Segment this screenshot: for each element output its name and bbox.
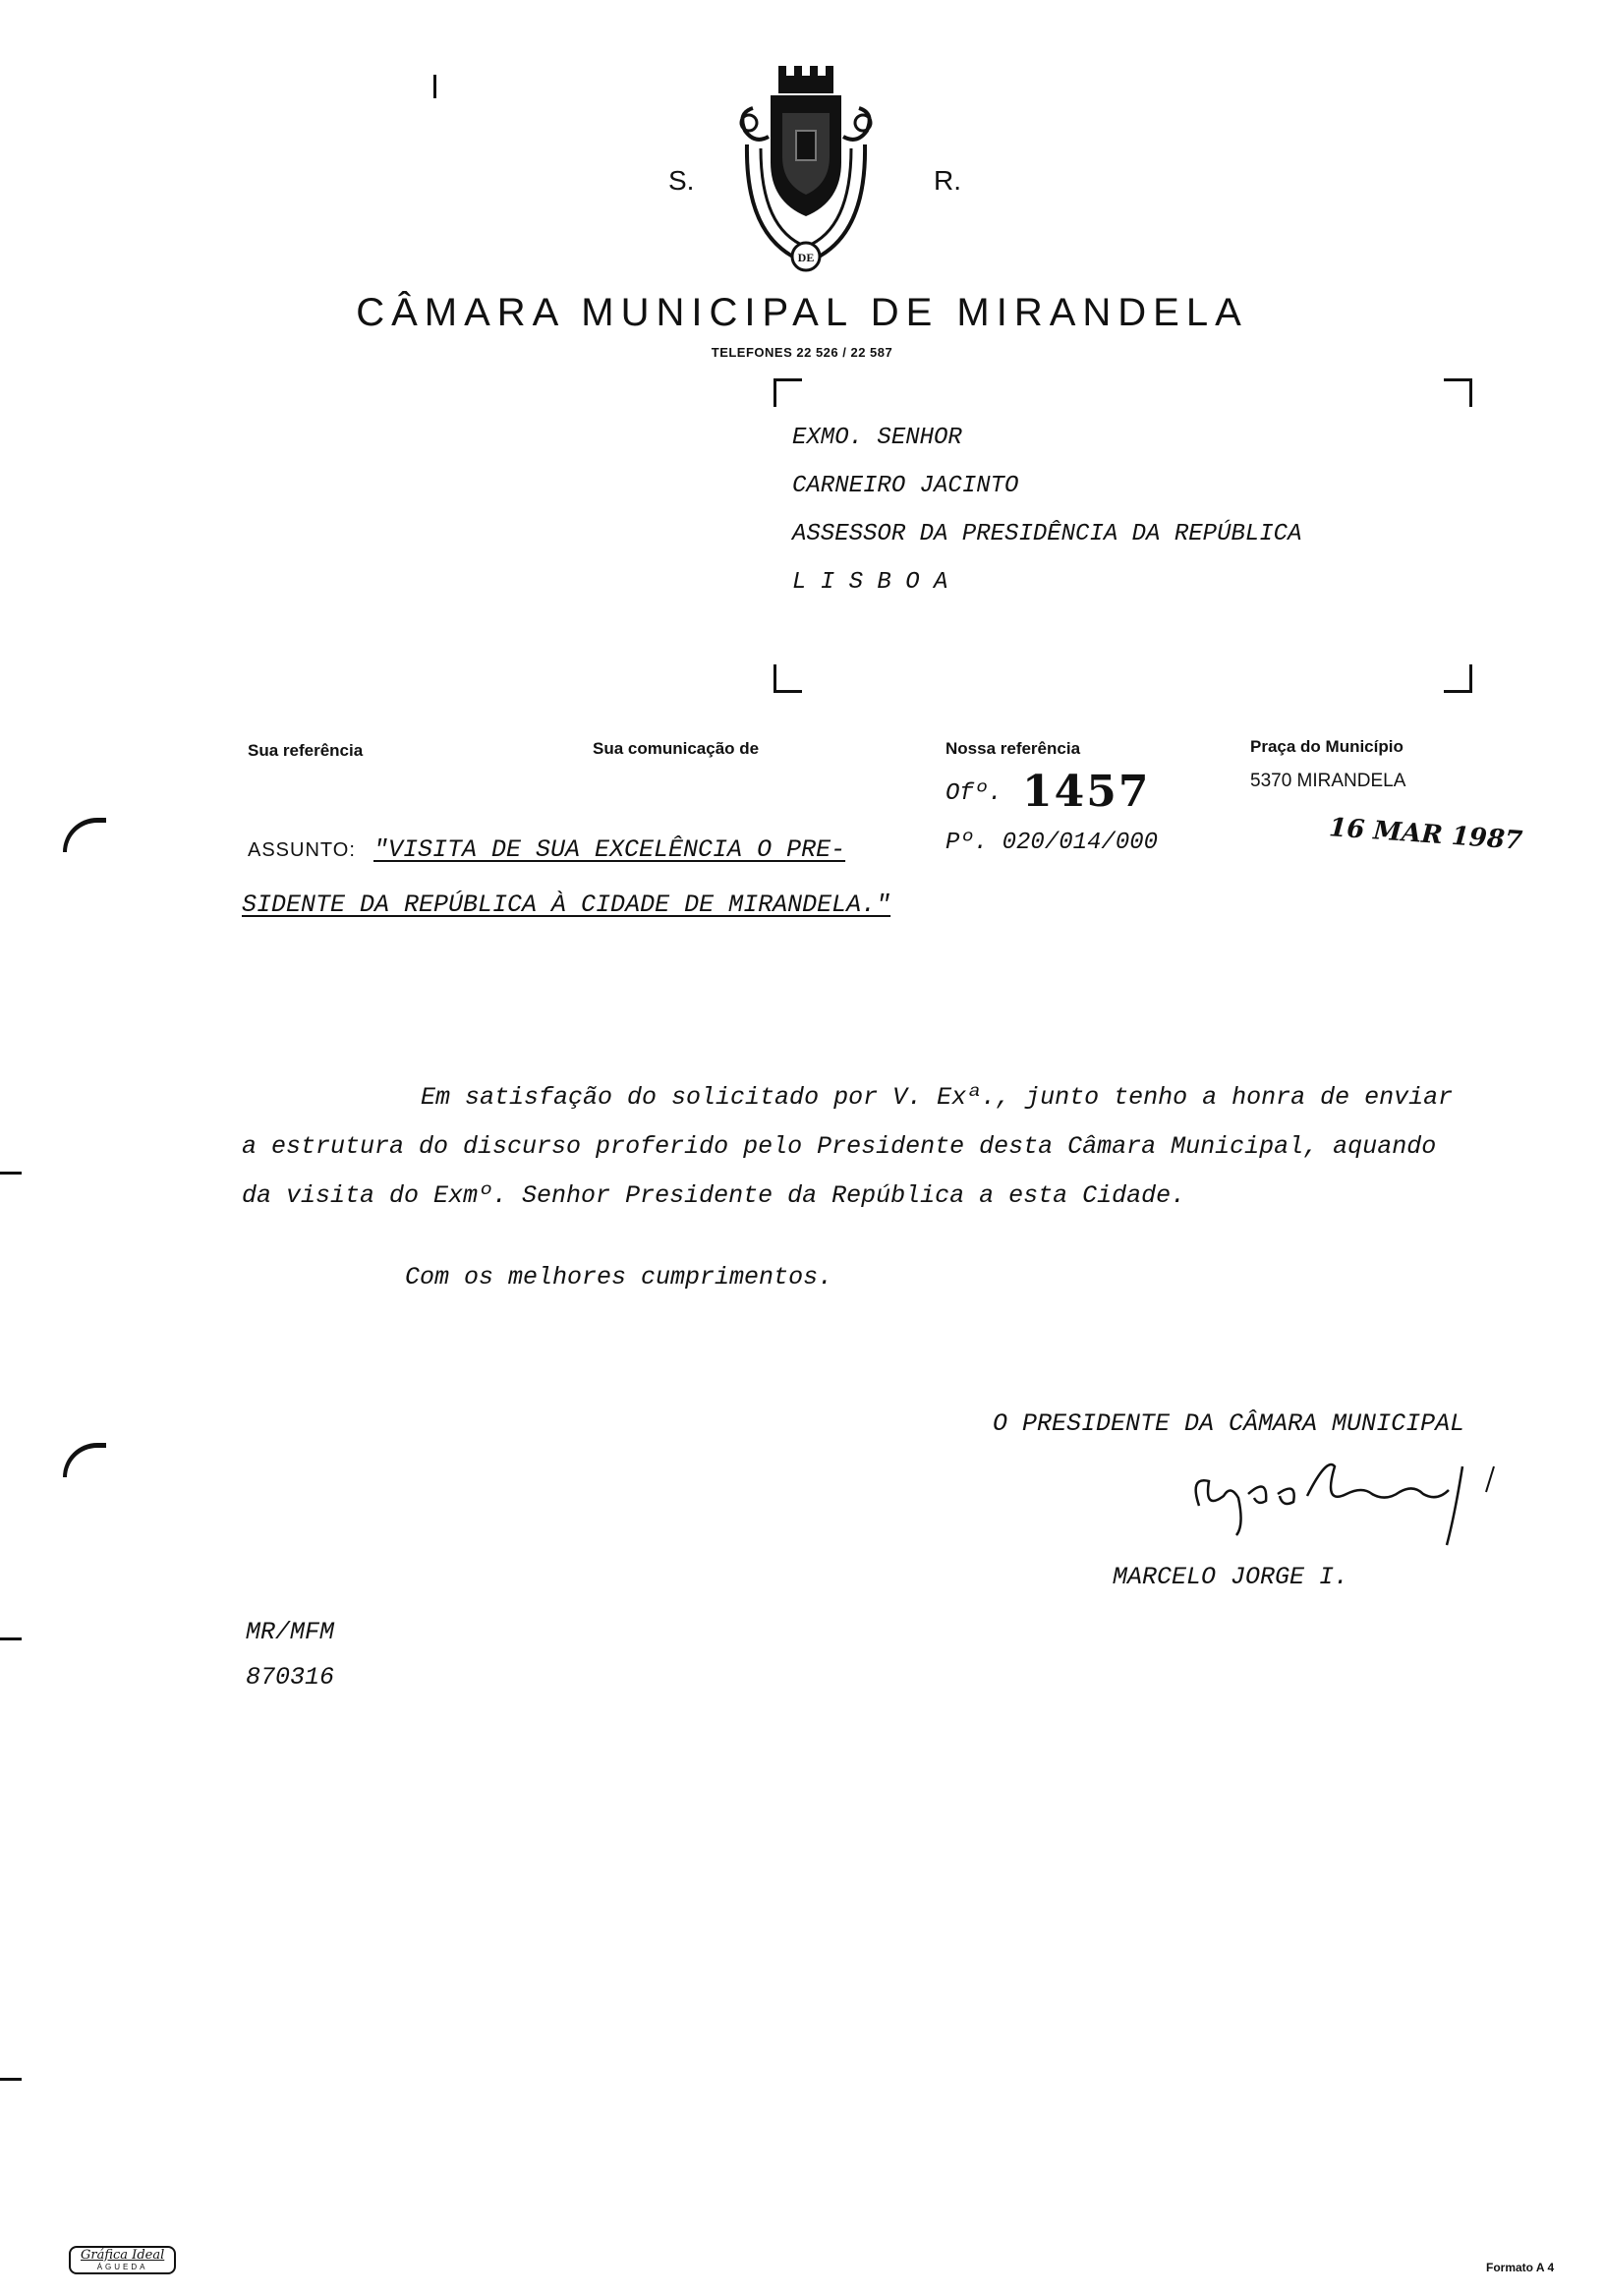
signatory-title: O PRESIDENTE DA CÂMARA MUNICIPAL	[993, 1409, 1465, 1438]
body-line-1: Em satisfação do solicitado por V. Exª., junto tenho a honra de enviar	[421, 1083, 1454, 1112]
address-corner-top-left	[773, 378, 802, 407]
municipal-address-line1: Praça do Município	[1250, 737, 1404, 756]
subject-line1: "VISITA DE SUA EXCELÊNCIA O PRE-	[373, 835, 846, 864]
fold-mark	[0, 1172, 22, 1175]
address-corner-bottom-left	[773, 664, 802, 693]
punch-hole-mark	[63, 1443, 106, 1477]
fold-mark	[0, 2078, 22, 2081]
paper-format: Formato A 4	[1486, 2261, 1555, 2274]
address-corner-bottom-right	[1444, 664, 1472, 693]
letterhead-title: CÂMARA MUNICIPAL DE MIRANDELA	[356, 291, 1248, 334]
oficio-prefix: Ofº.	[945, 780, 1002, 807]
printer-town: ÁGUEDA	[96, 2263, 148, 2271]
recipient-name: CARNEIRO JACINTO	[792, 473, 1019, 499]
closing-line: Com os melhores cumprimentos.	[405, 1263, 833, 1292]
address-corner-top-right	[1444, 378, 1472, 407]
seal-left-letter: S.	[668, 165, 695, 196]
municipal-address-line2: 5370 MIRANDELA	[1250, 771, 1406, 791]
seal-right-letter: R.	[934, 165, 961, 196]
printer-name: Gráfica Ideal	[81, 2248, 165, 2263]
recipient-title: ASSESSOR DA PRESIDÊNCIA DA REPÚBLICA	[792, 521, 1302, 547]
process-number: Pº. 020/014/000	[945, 830, 1159, 856]
signatory-name: MARCELO JORGE I.	[1113, 1563, 1349, 1591]
svg-text:DE: DE	[797, 251, 815, 264]
your-communication-label: Sua comunicação de	[593, 739, 760, 758]
oficio-number: 1457	[1022, 767, 1151, 817]
recipient-salutation: EXMO. SENHOR	[792, 425, 962, 451]
handwritten-signature	[1150, 1437, 1523, 1555]
subject-label: ASSUNTO:	[248, 839, 356, 861]
typist-initials: MR/MFM	[246, 1618, 335, 1646]
municipal-coat-of-arms	[688, 54, 924, 290]
our-reference-label: Nossa referência	[945, 739, 1081, 758]
printer-logo	[69, 2246, 176, 2274]
registration-mark	[433, 75, 436, 98]
letterhead-phones: TELEFONES 22 526 / 22 587	[711, 345, 893, 360]
body-line-3: da visita do Exmº. Senhor Presidente da República a esta Cidade.	[242, 1181, 1186, 1210]
your-reference-label: Sua referência	[248, 741, 364, 760]
punch-hole-mark	[63, 818, 106, 852]
body-line-2: a estrutura do discurso proferido pelo Presidente desta Câmara Municipal, aquando	[242, 1132, 1437, 1161]
document-code: 870316	[246, 1663, 335, 1692]
subject-line2: SIDENTE DA REPÚBLICA À CIDADE DE MIRANDELA."	[242, 890, 891, 919]
date-stamp: 16 MAR 1987	[1328, 813, 1524, 856]
recipient-city: L I S B O A	[792, 569, 948, 596]
fold-mark	[0, 1637, 22, 1640]
